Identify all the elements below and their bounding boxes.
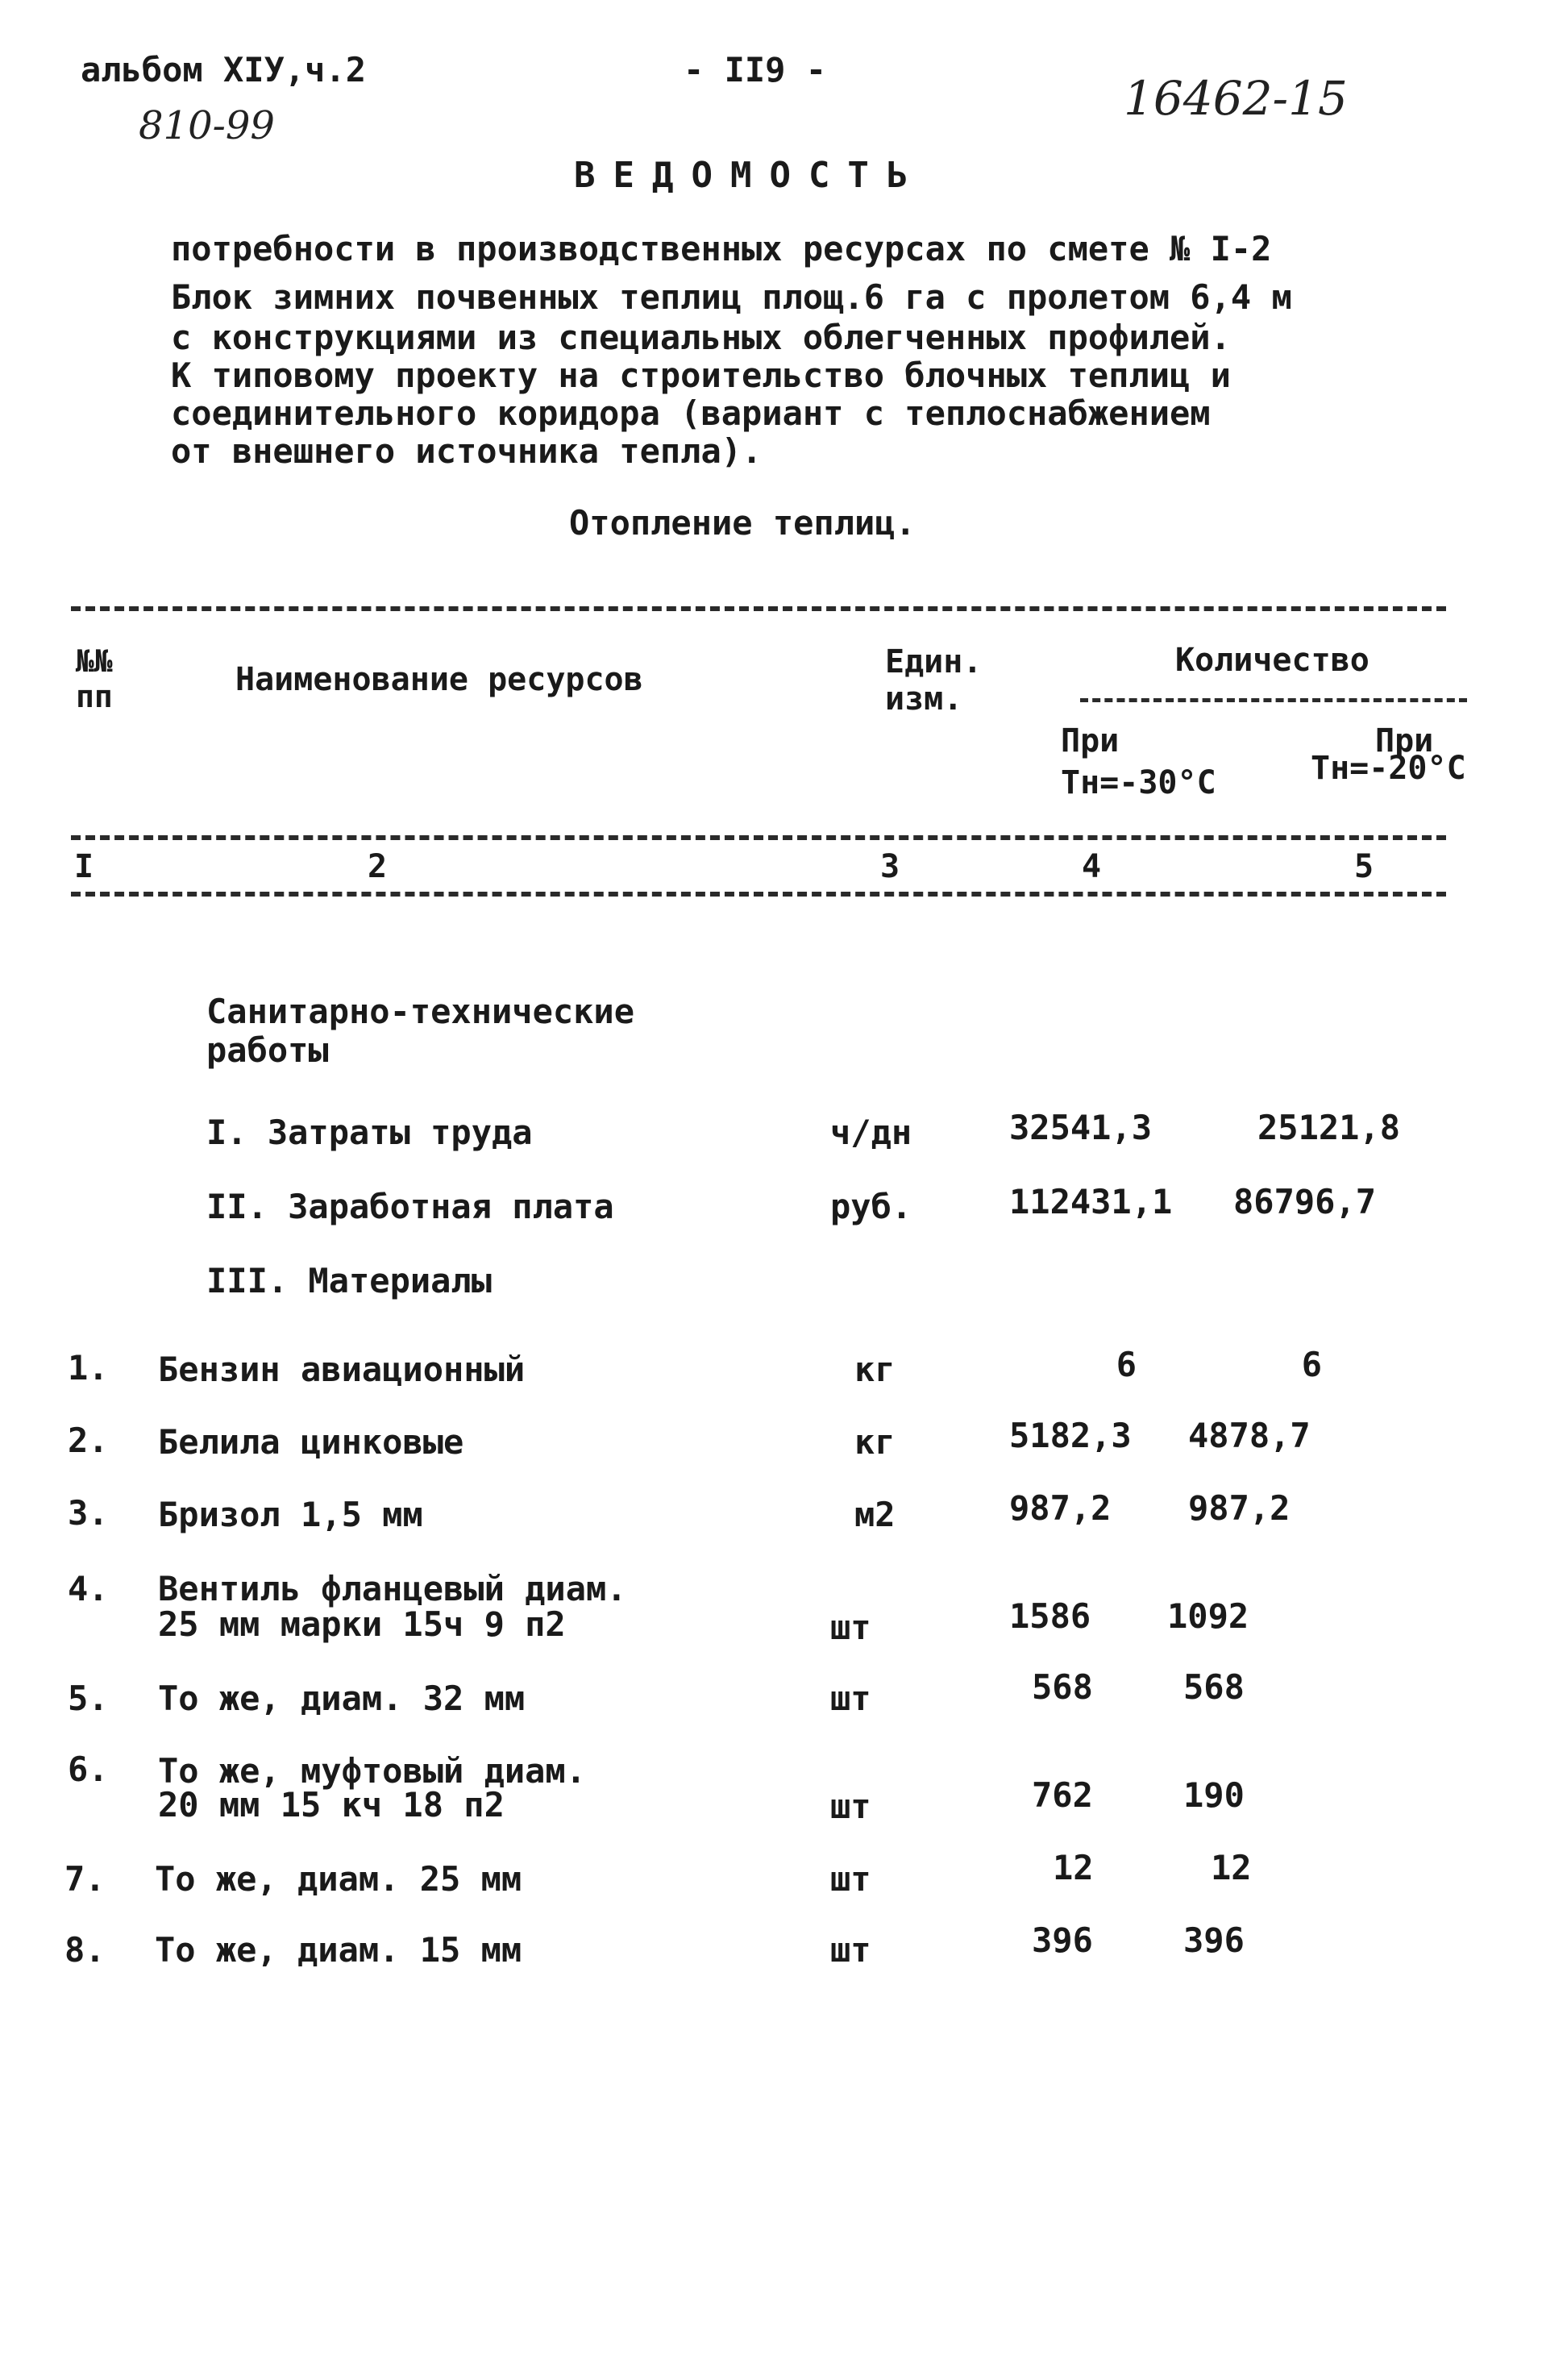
summary-label: II. Заработная плата xyxy=(206,1187,614,1226)
item-value-20: 190 xyxy=(1183,1775,1245,1815)
summary-value-30: 32541,3 xyxy=(1009,1108,1153,1147)
summary-label: III. Материалы xyxy=(206,1261,493,1300)
item-unit: м2 xyxy=(854,1495,896,1534)
item-unit: шт xyxy=(830,1930,871,1970)
item-value-30: 6 xyxy=(1116,1345,1137,1384)
section-title: Отопление теплиц. xyxy=(569,503,916,543)
num-header-line2: пп xyxy=(76,679,113,714)
quantity-rule xyxy=(1080,698,1467,702)
intro-line: К типовому проекту на строительство блочных теплиц и xyxy=(171,356,1231,395)
summary-value-30: 112431,1 xyxy=(1009,1182,1173,1221)
item-number: 5. xyxy=(68,1679,109,1718)
table-header-rule xyxy=(71,835,1446,840)
col-number: 4 xyxy=(1082,848,1102,885)
item-number: 8. xyxy=(64,1930,106,1970)
unit-header-line2: изм. xyxy=(885,680,963,718)
summary-unit: руб. xyxy=(830,1187,912,1226)
col-number: 3 xyxy=(880,848,900,885)
item-number: 6. xyxy=(68,1750,109,1789)
col-number: I xyxy=(74,848,94,885)
item-value-30: 568 xyxy=(1032,1667,1093,1707)
summary-label: I. Затраты труда xyxy=(206,1113,533,1152)
col4-header-line2: Тн=-30°C xyxy=(1061,764,1216,801)
col4-header: При xyxy=(1061,722,1120,759)
item-number: 7. xyxy=(64,1859,106,1899)
quantity-header: Количество xyxy=(1175,642,1370,679)
item-value-30: 987,2 xyxy=(1009,1488,1112,1528)
item-unit: шт xyxy=(830,1859,871,1899)
item-value-30: 396 xyxy=(1032,1920,1093,1960)
summary-unit: ч/дн xyxy=(830,1113,912,1152)
item-value-20: 396 xyxy=(1183,1920,1245,1960)
item-number: 4. xyxy=(68,1569,109,1608)
unit-header: Един. xyxy=(885,643,983,680)
item-unit: шт xyxy=(830,1679,871,1718)
item-unit: кг xyxy=(854,1350,896,1389)
intro-line: Блок зимних почвенных теплиц площ.6 га с пролетом 6,4 м xyxy=(171,277,1292,317)
item-unit: шт xyxy=(830,1787,871,1826)
item-value-20: 12 xyxy=(1211,1848,1252,1887)
item-unit: шт xyxy=(830,1608,871,1647)
intro-line: соединительного коридора (вариант с теплоснабжением xyxy=(171,393,1211,433)
document-title: ВЕДОМОСТЬ xyxy=(574,155,926,196)
group-title-line2: работы xyxy=(206,1030,329,1070)
item-unit: кг xyxy=(854,1422,896,1462)
item-name: Вентиль фланцевый диам. xyxy=(158,1569,627,1608)
item-name: Бензин авиационный xyxy=(158,1350,526,1389)
item-value-20: 4878,7 xyxy=(1188,1416,1311,1455)
item-name: То же, диам. 32 мм xyxy=(158,1679,526,1718)
num-header: №№ xyxy=(76,643,113,679)
item-value-20: 568 xyxy=(1183,1667,1245,1707)
item-value-30: 5182,3 xyxy=(1009,1416,1132,1455)
group-title: Санитарно-технические xyxy=(206,992,635,1031)
intro-line: от внешнего источника тепла). xyxy=(171,431,763,471)
item-value-20: 6 xyxy=(1301,1345,1322,1384)
album-code: 810-99 xyxy=(139,103,275,148)
col5-header-line2: Тн=-20°C xyxy=(1311,750,1466,787)
document-number: 16462-15 xyxy=(1124,71,1348,126)
item-name: Белила цинковые xyxy=(158,1422,464,1462)
col-numbers-rule xyxy=(71,892,1446,897)
item-value-20: 1092 xyxy=(1167,1596,1249,1636)
intro-line: с конструкциями из специальных облегченных профилей. xyxy=(171,318,1231,357)
summary-value-20: 25121,8 xyxy=(1257,1108,1401,1147)
name-header: Наименование ресурсов xyxy=(235,661,643,698)
item-name: Бризол 1,5 мм xyxy=(158,1495,423,1534)
item-name: То же, диам. 25 мм xyxy=(155,1859,522,1899)
item-name: То же, муфтовый диам. xyxy=(158,1751,587,1791)
item-number: 2. xyxy=(68,1421,109,1460)
album-label: альбом XIУ,ч.2 xyxy=(81,50,367,89)
intro-line: потребности в производственных ресурсах по смете № I-2 xyxy=(171,229,1272,268)
summary-value-20: 86796,7 xyxy=(1233,1182,1377,1221)
item-number: 1. xyxy=(68,1348,109,1388)
page-number: - II9 - xyxy=(684,50,827,89)
item-name-line2: 20 мм 15 кч 18 п2 xyxy=(158,1785,505,1825)
item-name-line2: 25 мм марки 15ч 9 п2 xyxy=(158,1604,566,1644)
col-number: 5 xyxy=(1354,848,1374,885)
item-name: То же, диам. 15 мм xyxy=(155,1930,522,1970)
item-number: 3. xyxy=(68,1493,109,1533)
item-value-20: 987,2 xyxy=(1188,1488,1291,1528)
col-number: 2 xyxy=(368,848,388,885)
item-value-30: 762 xyxy=(1032,1775,1093,1815)
col5-header: При xyxy=(1375,722,1434,759)
item-value-30: 12 xyxy=(1053,1848,1094,1887)
table-top-rule xyxy=(71,606,1446,611)
item-value-30: 1586 xyxy=(1009,1596,1091,1636)
